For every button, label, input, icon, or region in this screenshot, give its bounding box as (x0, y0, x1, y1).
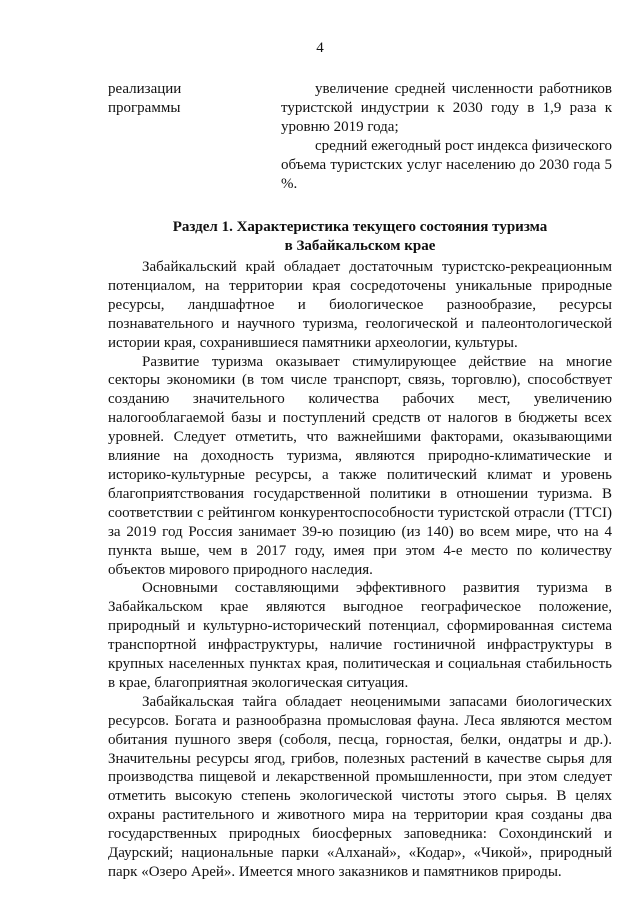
section-title-line-1: Раздел 1. Характеристика текущего состояния туризма (172, 219, 548, 235)
section-title-line-2: в Забайкальском крае (284, 238, 436, 254)
paragraph: Развитие туризма оказывает стимулирующее действие на многие секторы экономики (в том числе транспорт, связь, торговлю), способствует созданию значительного количества рабочих мест, увеличению налогооблагаемой базы и поступлений средств от налогов в бюджеты всех уровней. Следует отметить, что важнейшими факторами, оказывающими влияние на доходность туризма, являются природно-климатические и историко-культурные ресурсы, а также политический климат и уровень благоприятствования государственной политики в отношении туризма. В соответствии с рейтингом конкурентоспособности туристской отрасли (TTCI) за 2019 год Россия занимает 39-ю позицию (из 140) во всем мире, что на 4 пункта выше, чем в 2017 году, имея при этом 4-е место по количеству объектов мирового природного наследия. (108, 353, 612, 578)
paragraph: Забайкальская тайга обладает неоценимыми запасами биологических ресурсов. Богата и разнообразна промысловая фауна. Леса являются местом обитания пушного зверя (соболя, песца, горностая, белки, ондатры и др.). Значительны ресурсы ягод, грибов, полезных растений в качестве сырья для производства пищевой и лекарственной промышленности, при этом следует отметить высокую степень экологической чистоты этого сырья. В целях охраны растительного и животного мира на территории края созданы два государственных природных биосферных заповедника: Сохондинский и Даурский; национальные парки «Алханай», «Кодар», «Чикой», природный парк «Озеро Арей». Имеется много заказников и памятников природы. (108, 693, 612, 880)
section-body (108, 258, 612, 882)
passport-item: увеличение средней численности работников туристской индустрии к 2030 году в 1,9 раза к уровню 2019 года; (281, 81, 612, 135)
passport-values (281, 80, 612, 194)
passport-label (108, 80, 268, 118)
page-number: 4 (316, 40, 324, 56)
passport-item: средний ежегодный рост индекса физического объема туристских услуг населению до 2030 года 5 %. (281, 138, 613, 192)
passport-label-line-1: реализации (108, 81, 182, 97)
paragraph: Забайкальский край обладает достаточным туристско-рекреационным потенциалом, на территории края сосредоточены уникальные природные ресурсы, ландшафтное и биологическое разнообразие, ресурсы познавательного и научного туризма, геологической и палеонтологической истории края, сохранившиеся памятники археологии, культуры. (108, 259, 612, 351)
passport-label-line-2: программы (108, 100, 181, 116)
section-title (108, 218, 612, 256)
paragraph: Основными составляющими эффективного развития туризма в Забайкальском крае являются выгодное географическое положение, природный и культурно-исторический потенциал, сформированная система транспортной инфраструктуры, наличие гостиничной инфраструктуры в крупных населенных пунктах края, политическая и социальная стабильность в крае, благоприятная экологическая ситуация. (108, 580, 612, 691)
